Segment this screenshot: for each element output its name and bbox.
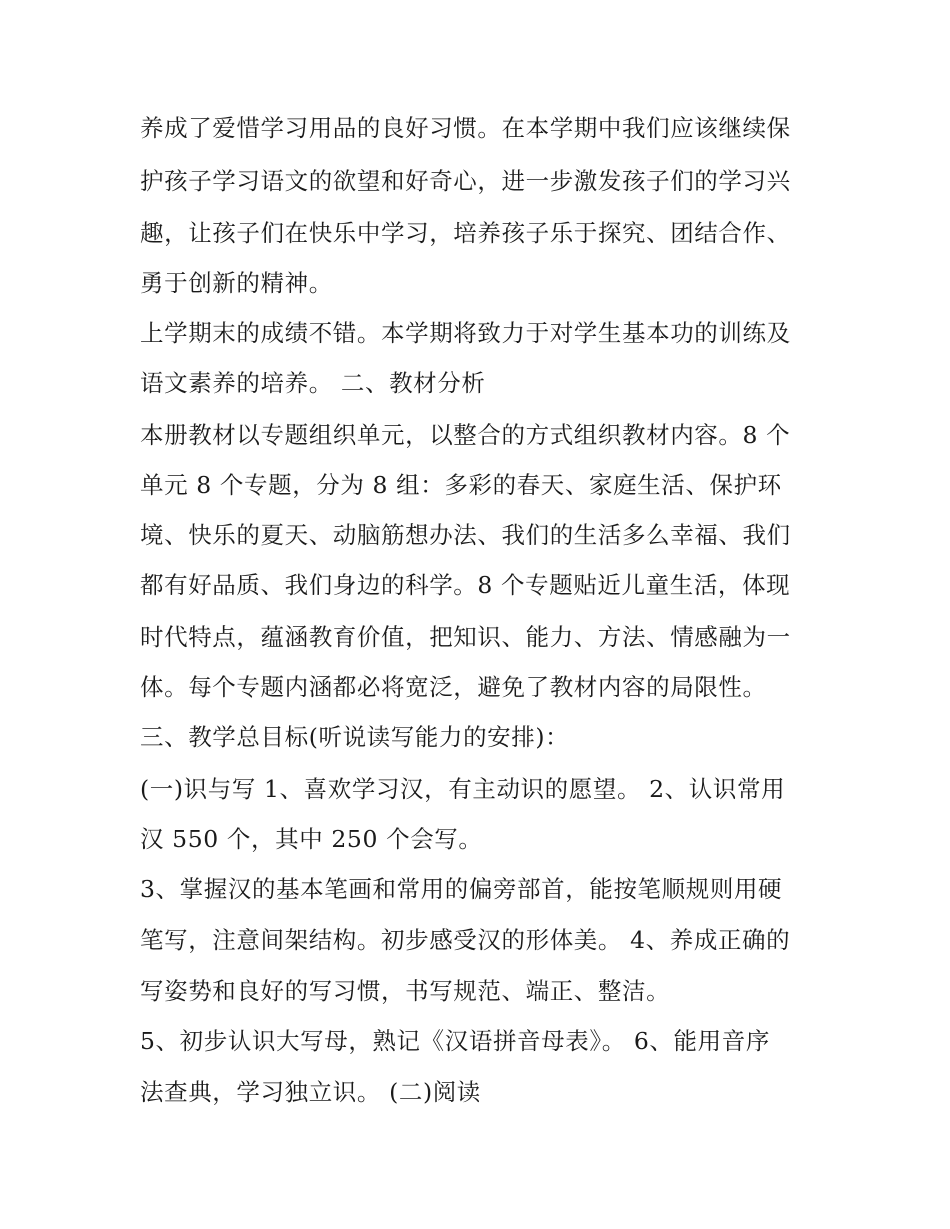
text-line: 汉 550 个，其中 250 个会写。: [140, 825, 483, 853]
text-line: 5、初步认识大写母，熟记《汉语拼音母表》。 6、能用音序: [140, 1027, 770, 1055]
text-line: 3、掌握汉的基本笔画和常用的偏旁部首，能按笔顺规则用硬: [140, 875, 783, 903]
text-line: 法查典，学习独立识。 (二)阅读: [140, 1078, 481, 1106]
text-line: 上学期末的成绩不错。本学期将致力于对学生基本功的训练及: [140, 319, 791, 347]
text-line: 养成了爱惜学习用品的良好习惯。在本学期中我们应该继续保: [140, 114, 791, 142]
text-line: 趣，让孩子们在快乐中学习，培养孩子乐于探究、团结合作、: [140, 219, 791, 247]
text-line: 护孩子学习语文的欲望和好奇心，进一步激发孩子们的学习兴: [140, 167, 791, 195]
text-line: 境、快乐的夏天、动脑筋想办法、我们的生活多么幸福、我们: [140, 521, 791, 549]
text-line: (一)识与写 1、喜欢学习汉，有主动识的愿望。 2、认识常用: [140, 775, 786, 803]
text-line: 笔写，注意间架结构。初步感受汉的形体美。 4、养成正确的: [140, 926, 791, 954]
text-line: 勇于创新的精神。: [140, 269, 333, 297]
text-line: 体。每个专题内涵都必将宽泛，避免了教材内容的局限性。: [140, 673, 767, 701]
text-line: 都有好品质、我们身边的科学。8 个专题贴近儿童生活，体现: [140, 571, 791, 599]
text-line: 本册教材以专题组织单元，以整合的方式组织教材内容。8 个: [140, 421, 791, 449]
text-line: 语文素养的培养。 二、教材分析: [140, 369, 486, 397]
text-line: 时代特点，蕴涵教育价值，把知识、能力、方法、情感融为一: [140, 623, 791, 651]
text-line: 三、教学总目标(听说读写能力的安排)：: [140, 723, 570, 751]
text-line: 单元 8 个专题，分为 8 组：多彩的春天、家庭生活、保护环: [140, 471, 782, 499]
text-line: 写姿势和良好的写习惯，书写规范、端正、整洁。: [140, 977, 671, 1005]
